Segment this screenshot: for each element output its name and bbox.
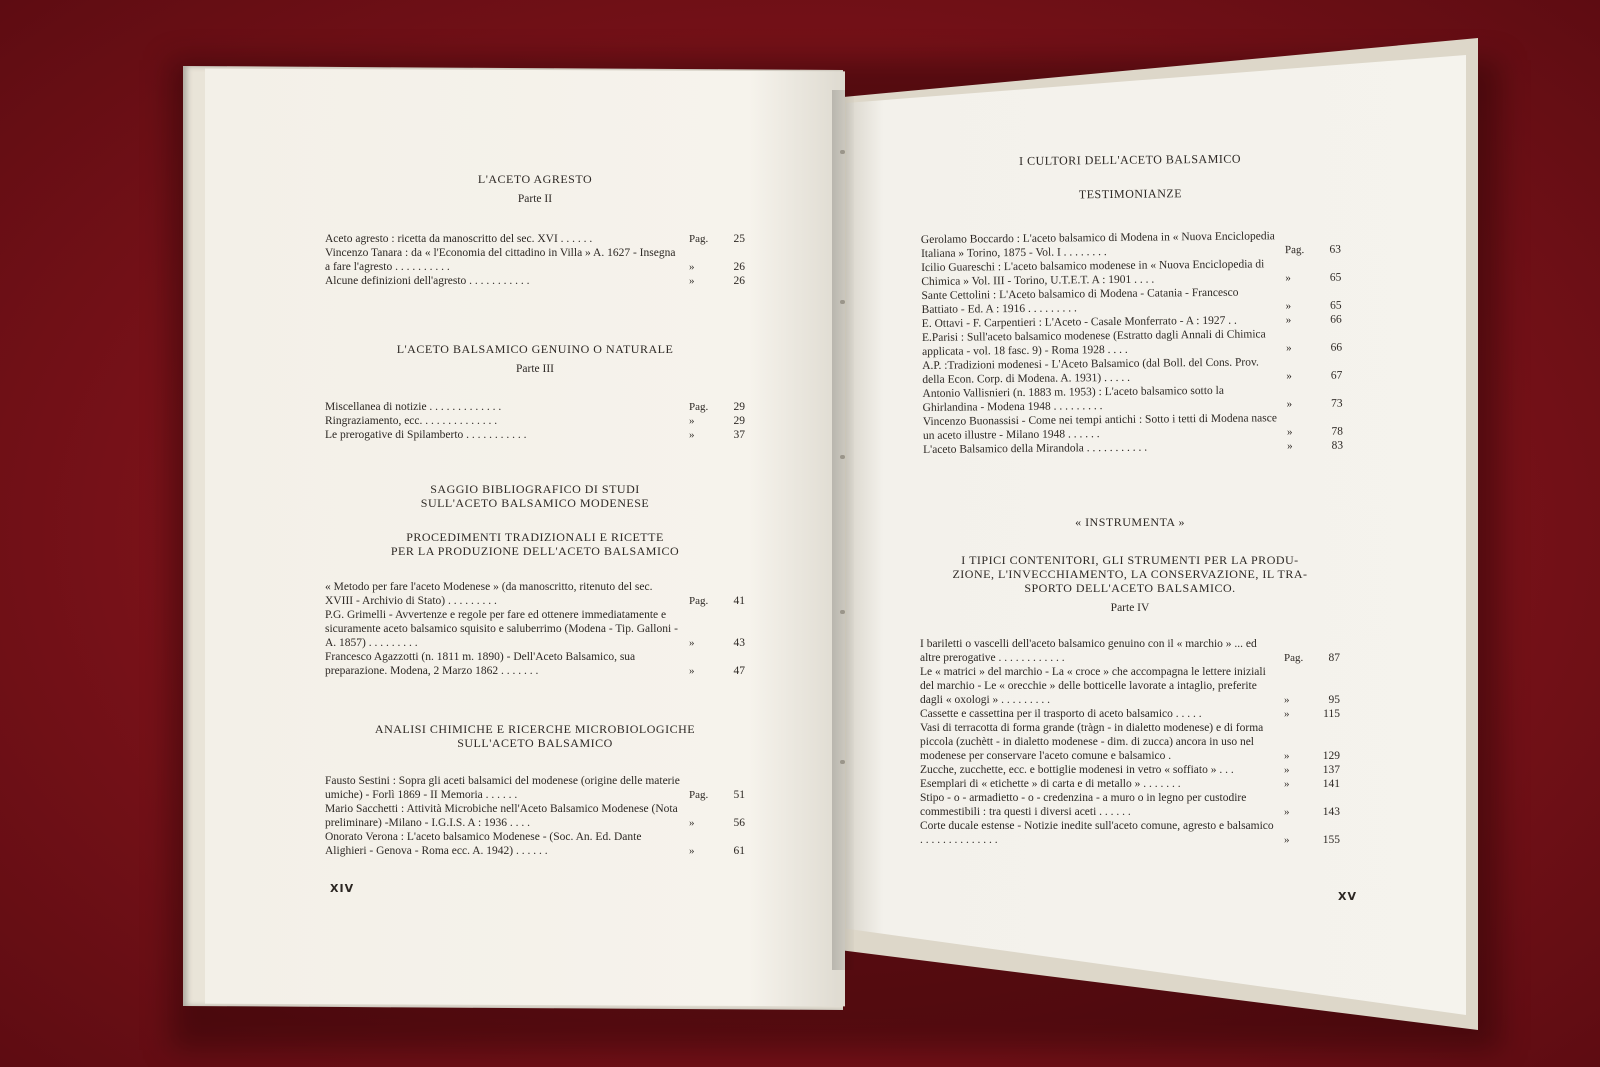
section-subtitle: PROCEDIMENTI TRADIZIONALI E RICETTE <box>406 530 664 544</box>
section-title: ZIONE, L'INVECCHIAMENTO, LA CONSERVAZIONE, IL TRA- <box>952 567 1308 581</box>
section-label: « INSTRUMENTA » <box>1075 515 1185 529</box>
toc-list <box>325 400 745 442</box>
page-number: XV <box>1338 890 1357 903</box>
book-gutter <box>832 90 854 970</box>
section-part: Parte III <box>516 363 554 375</box>
toc-entry: E. Ottavi - F. Carpentieri : L'Aceto - Casale Monferrato - A : 1927 . . » 66 <box>921 313 1342 330</box>
toc-entry: Alcune definizioni dell'agresto . . . . . . . . . . . » 26 <box>325 275 745 287</box>
toc-entry: Vincenzo Tanara : da « l'Economia del cittadino in Villa » A. 1627 - Insegna a fare l'agresto . . . . . . . . . . » 26 <box>325 247 745 273</box>
binding-stitch <box>840 455 845 459</box>
section-title: SULL'ACETO BALSAMICO MODENESE <box>420 496 650 510</box>
toc-entry: Cassette e cassettina per il trasporto di aceto balsamico . . . . . » 115 <box>920 708 1340 720</box>
toc-entry: I bariletti o vascelli dell'aceto balsamico genuino con il « marchio » ... ed altre prerogative . . . . . . . . . . . . Pag. 87 <box>920 638 1340 664</box>
toc-list <box>325 580 745 678</box>
binding-stitch <box>840 150 845 154</box>
section-title: SPORTO DELL'ACETO BALSAMICO. <box>1024 581 1236 595</box>
toc-list <box>921 229 1343 457</box>
section-subtitle: PER LA PRODUZIONE DELL'ACETO BALSAMICO <box>390 544 680 558</box>
toc-entry: Antonio Vallisnieri (n. 1883 m. 1953) : L'aceto balsamico sotto la Ghirlandina - Modena 1948 . . . . . . . . . » 73 <box>922 384 1343 414</box>
toc-entry: Stipo - o - armadietto - o - credenzina - a muro o in legno per custodire commestibili : tra questi i diversi aceti . . . . . . » 143 <box>920 792 1340 818</box>
section-part: Parte IV <box>1110 602 1150 614</box>
toc-entry: Francesco Agazzotti (n. 1811 m. 1890) - Dell'Aceto Balsamico, sua preparazione. Modena, 2 Marzo 1862 . . . . . . . » 47 <box>325 651 745 677</box>
toc-entry: Gerolamo Boccardo : L'aceto balsamico di Modena in « Nuova Enciclopedia Italiana » Torino, 1875 - Vol. I . . . . . . . . Pag. 63 <box>920 230 1342 260</box>
toc-entry: Vasi di terracotta di forma grande (tràgn - in dialetto modenese) e di forma piccola (zuchètt - in dialetto modenese - dim. di zucca) ancora in uso nel modenese per conservare l'aceto comune e balsamico . » 129 <box>920 722 1340 762</box>
binding-stitch <box>840 300 845 304</box>
toc-entry: Le prerogative di Spilamberto . . . . . . . . . . . » 37 <box>325 429 745 441</box>
section-title: SULL'ACETO BALSAMICO <box>457 736 613 750</box>
section-title: ANALISI CHIMICHE E RICERCHE MICROBIOLOGICHE <box>374 722 696 736</box>
toc-entry: P.G. Grimelli - Avvertenze e regole per fare ed ottenere immediatamente e sicuramente aceto balsamico squisito e saluberrimo (Modena - Tip. Galloni - A. 1857) . . . . . . . . . » 43 <box>325 609 745 649</box>
toc-list <box>920 637 1340 847</box>
section-part: Parte II <box>517 193 553 205</box>
right-page-content-lower <box>920 515 1340 847</box>
toc-entry: Aceto agresto : ricetta da manoscritto del sec. XVI . . . . . . Pag. 25 <box>325 233 745 245</box>
page-number: XIV <box>330 882 355 895</box>
toc-entry: Corte ducale estense - Notizie inedite sull'aceto comune, agresto e balsamico . . . . . . . . . . . . . . » 155 <box>920 820 1340 846</box>
toc-entry: L'aceto Balsamico della Mirandola . . . . . . . . . . . » 83 <box>923 439 1344 456</box>
toc-entry: Onorato Verona : L'aceto balsamico Modenese - (Soc. An. Ed. Dante Alighieri - Genova - Roma ecc. A. 1942) . . . . . . » 61 <box>325 831 745 857</box>
toc-entry: E.Parisi : Sull'aceto balsamico modenese (Estratto dagli Annali di Chimica applicata - vol. 18 fasc. 9) - Roma 1928 . . . . » 66 <box>921 328 1343 358</box>
toc-list <box>325 232 745 288</box>
section-title: SAGGIO BIBLIOGRAFICO DI STUDI <box>430 482 640 496</box>
binding-stitch <box>840 760 845 764</box>
toc-list <box>325 774 745 858</box>
toc-entry: Sante Cettolini : L'Aceto balsamico di Modena - Catania - Francesco Battiato - Ed. A : 1916 . . . . . . . . . » 65 <box>921 286 1342 316</box>
section-title: I CULTORI DELL'ACETO BALSAMICO <box>1019 151 1242 168</box>
toc-entry: A.P. :Tradizioni modenesi - L'Aceto Balsamico (dal Boll. del Cons. Prov. della Econ. Corp. di Modena. A. 1931) . . . . . » 67 <box>922 356 1343 386</box>
section-title: I TIPICI CONTENITORI, GLI STRUMENTI PER LA PRODU- <box>961 553 1299 567</box>
toc-entry: Vincenzo Buonassisi - Come nei tempi antichi : Sotto i tetti di Modena nasce un aceto illustre - Milano 1948 . . . . . . » 78 <box>922 412 1343 442</box>
toc-entry: Zucche, zucchette, ecc. e bottiglie modenesi in vetro « soffiato » . . . » 137 <box>920 764 1340 776</box>
toc-entry: Esemplari di « etichette » di carta e di metallo » . . . . . . . » 141 <box>920 778 1340 790</box>
section-title: L'ACETO BALSAMICO GENUINO O NATURALE <box>396 342 674 356</box>
toc-entry: Ringraziamento, ecc. . . . . . . . . . . . . . » 29 <box>325 415 745 427</box>
toc-entry: Le « matrici » del marchio - La « croce » che accompagna le lettere iniziali del marchio - Le « orecchie » delle botticelle lavorate a intaglio, preferite dagli « oxologi » . . . . . . . . . » 95 <box>920 666 1340 706</box>
toc-entry: Mario Sacchetti : Attività Microbiche nell'Aceto Balsamico Modenese (Nota preliminare) -Milano - I.G.I.S. A : 1936 . . . . » 56 <box>325 803 745 829</box>
section-subtitle: TESTIMONIANZE <box>1078 186 1183 202</box>
left-page-content <box>325 172 745 858</box>
section-title: L'ACETO AGRESTO <box>477 172 593 186</box>
toc-entry: Fausto Sestini : Sopra gli aceti balsamici del modenese (origine delle materie umiche) - Forlì 1869 - II Memoria . . . . . . Pag. 51 <box>325 775 745 801</box>
toc-entry: Icilio Guareschi : L'aceto balsamico modenese in « Nuova Enciclopedia di Chimica » Vol. III - Torino, U.T.E.T. A : 1901 . . . . » 65 <box>921 258 1342 288</box>
binding-stitch <box>840 610 845 614</box>
toc-entry: Miscellanea di notizie . . . . . . . . . . . . . Pag. 29 <box>325 401 745 413</box>
right-page-content <box>920 151 1343 457</box>
toc-entry: « Metodo per fare l'aceto Modenese » (da manoscritto, ritenuto del sec. XVIII - Archivio di Stato) . . . . . . . . . Pag. 41 <box>325 581 745 607</box>
